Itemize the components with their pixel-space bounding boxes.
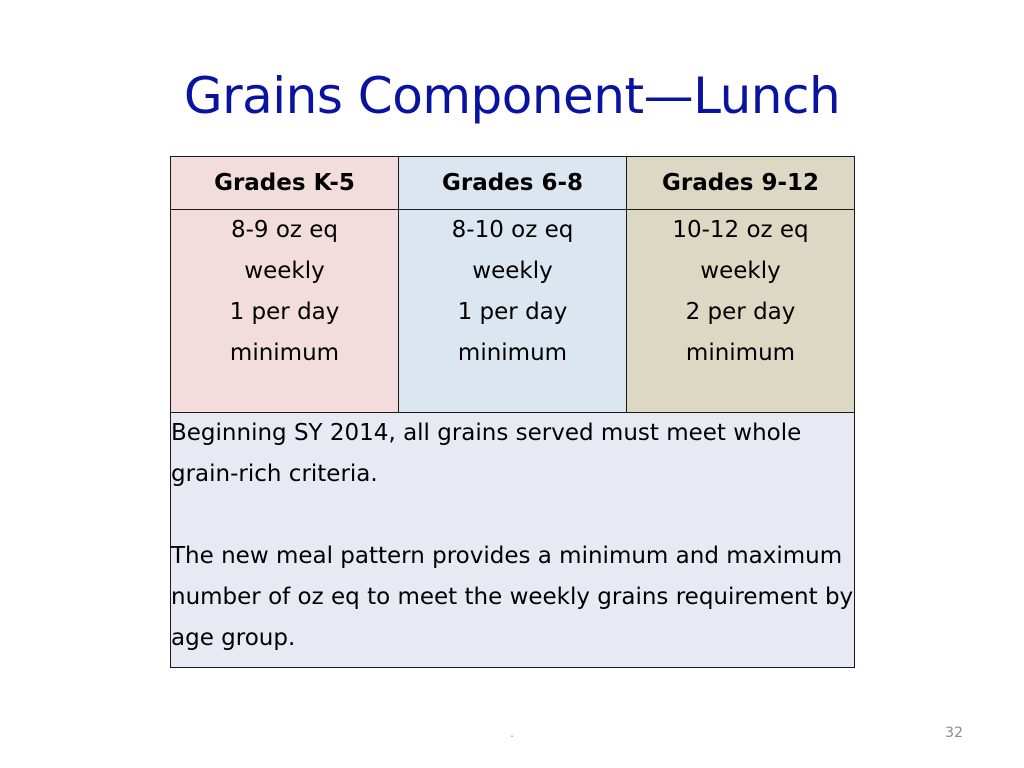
requirement-daily: 1 per day: [229, 299, 340, 325]
header-grades-k-5: Grades K-5: [171, 157, 399, 210]
requirement-daily: 1 per day: [457, 299, 568, 325]
header-grades-9-12: Grades 9-12: [627, 157, 855, 210]
requirement-qualifier: minimum: [457, 340, 568, 366]
requirement-amount: 10-12 oz eq: [672, 217, 809, 243]
footer-text: .: [510, 726, 514, 740]
grains-requirements-table: [170, 156, 855, 668]
requirement-qualifier: minimum: [229, 340, 340, 366]
requirement-amount: 8-9 oz eq: [230, 217, 339, 243]
note-paragraph-whole-grain: Beginning SY 2014, all grains served must meet whole grain-rich criteria.: [171, 420, 802, 487]
requirement-period: weekly: [472, 258, 553, 284]
requirement-qualifier: minimum: [685, 340, 796, 366]
note-cell: [171, 413, 855, 668]
requirement-cell-6-8: [399, 210, 627, 413]
page-number: 32: [945, 725, 963, 741]
requirement-cell-9-12: [627, 210, 855, 413]
table-note-row: [171, 413, 855, 668]
slide-title: Grains Component—Lunch: [183, 67, 841, 125]
requirement-period: weekly: [244, 258, 325, 284]
note-paragraph-meal-pattern: The new meal pattern provides a minimum and maximum number of oz eq to meet the weekly grains requirement by age group.: [171, 543, 854, 651]
requirement-cell-k-5: [171, 210, 399, 413]
header-grades-6-8: Grades 6-8: [399, 157, 627, 210]
table-header-row: [171, 157, 855, 210]
requirement-amount: 8-10 oz eq: [451, 217, 574, 243]
requirement-daily: 2 per day: [685, 299, 796, 325]
table-requirements-row: [171, 210, 855, 413]
paragraph-spacer: [171, 495, 854, 536]
requirement-period: weekly: [700, 258, 781, 284]
